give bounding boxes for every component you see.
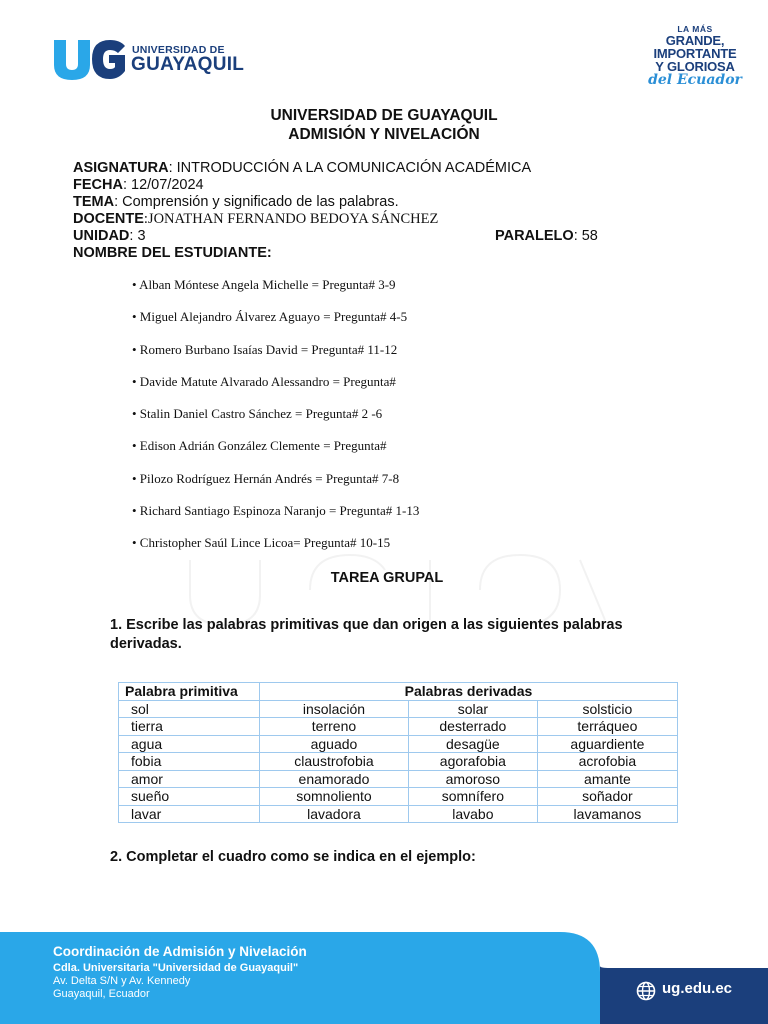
section-title-tarea: TAREA GRUPAL xyxy=(330,570,444,586)
question-2: 2. Completar el cuadro como se indica en el ejemplo: xyxy=(110,849,476,865)
website-text[interactable]: ug.edu.ec xyxy=(662,980,733,997)
table-cell: amor xyxy=(119,770,260,788)
paralelo-line xyxy=(495,228,598,244)
table-cell: tierra xyxy=(119,718,260,736)
unidad-value: : 3 xyxy=(129,228,146,244)
globe-icon xyxy=(636,981,656,1001)
tema-value: : Comprensión y significado de las palabras. xyxy=(114,194,399,210)
table-cell: lavadora xyxy=(260,805,409,823)
table-cell: desterrado xyxy=(408,718,537,736)
paralelo-value: : 58 xyxy=(573,228,598,244)
asignatura-label: ASIGNATURA xyxy=(73,160,169,176)
student-item: • Romero Burbano Isaías David = Pregunta# 11-12 xyxy=(132,341,398,357)
fecha-line xyxy=(73,177,204,193)
student-name-label-text: NOMBRE DEL ESTUDIANTE: xyxy=(73,245,272,261)
slogan-line: LA MÁS xyxy=(677,24,713,34)
table-header-row xyxy=(119,683,678,701)
slogan-line: IMPORTANTE xyxy=(653,46,737,61)
student-item: • Edison Adrián González Clemente = Pregunta# xyxy=(132,438,387,454)
tema-label: TEMA xyxy=(73,194,115,210)
table-cell: agua xyxy=(119,735,260,753)
table-row xyxy=(119,700,678,718)
table-cell: aguardiente xyxy=(537,735,677,753)
table-cell: enamorado xyxy=(260,770,409,788)
slogan-script: del Ecuador xyxy=(648,72,742,88)
logo-text-line2: GUAYAQUIL xyxy=(131,54,245,75)
student-item: • Christopher Saúl Lince Licoa= Pregunta# 10-15 xyxy=(132,535,391,551)
asignatura-line xyxy=(73,160,531,176)
unidad-label: UNIDAD xyxy=(73,228,130,244)
table-cell: fobia xyxy=(119,753,260,771)
student-item: • Richard Santiago Espinoza Naranjo = Pregunta# 1-13 xyxy=(132,503,420,519)
ug-logo-icon xyxy=(52,38,126,80)
table-cell: sol xyxy=(119,700,260,718)
table-row xyxy=(119,735,678,753)
table-cell: lavabo xyxy=(408,805,537,823)
docente-label: DOCENTE xyxy=(73,211,144,227)
fecha-value: : 12/07/2024 xyxy=(122,177,204,193)
unidad-line xyxy=(73,228,146,244)
student-item: • Stalin Daniel Castro Sánchez = Pregunta# 2 -6 xyxy=(132,406,383,422)
student-item: • Alban Móntese Angela Michelle = Pregunta# 3-9 xyxy=(132,277,396,292)
words-table xyxy=(118,682,678,823)
table-cell: sueño xyxy=(119,788,260,806)
table-row xyxy=(119,805,678,823)
table-cell: claustrofobia xyxy=(260,753,409,771)
student-list xyxy=(132,277,419,568)
table-cell: terreno xyxy=(260,718,409,736)
slogan-line: GRANDE, xyxy=(665,33,725,48)
table-cell: aguado xyxy=(260,735,409,753)
table-cell: somnoliento xyxy=(260,788,409,806)
table-cell: insolación xyxy=(260,700,409,718)
header-derived: Palabras derivadas xyxy=(260,683,678,701)
table-cell: terráqueo xyxy=(537,718,677,736)
document-title: UNIVERSIDAD DE GUAYAQUIL xyxy=(270,107,498,124)
table-cell: amoroso xyxy=(408,770,537,788)
footer-address-2: Av. Delta S/N y Av. Kennedy xyxy=(53,975,191,987)
footer-title: Coordinación de Admisión y Nivelación xyxy=(53,944,307,959)
document-subtitle: ADMISIÓN Y NIVELACIÓN xyxy=(288,126,480,143)
footer-address-3: Guayaquil, Ecuador xyxy=(53,988,150,1000)
paralelo-label: PARALELO xyxy=(495,228,574,244)
table-cell: soñador xyxy=(537,788,677,806)
table-cell: solar xyxy=(408,700,537,718)
asignatura-value: : INTRODUCCIÓN A LA COMUNICACIÓN ACADÉMICA xyxy=(168,160,532,176)
fecha-label: FECHA xyxy=(73,177,123,193)
table-row xyxy=(119,788,678,806)
docente-line xyxy=(73,211,438,227)
table-cell: somnífero xyxy=(408,788,537,806)
table-cell: acrofobia xyxy=(537,753,677,771)
table-cell: agorafobia xyxy=(408,753,537,771)
logo-text-line1: UNIVERSIDAD DE xyxy=(132,44,225,56)
student-item: • Miguel Alejandro Álvarez Aguayo = Pregunta# 4-5 xyxy=(132,309,408,325)
table-row xyxy=(119,718,678,736)
page-footer xyxy=(0,932,768,1024)
tema-line xyxy=(73,194,399,210)
table-cell: amante xyxy=(537,770,677,788)
university-logo xyxy=(52,38,252,80)
table-row xyxy=(119,753,678,771)
slogan-logo xyxy=(640,24,750,88)
student-item: • Davide Matute Alvarado Alessandro = Pregunta# xyxy=(132,373,396,389)
table-cell: solsticio xyxy=(537,700,677,718)
question-1: 1. Escribe las palabras primitivas que dan origen a las siguientes palabras derivadas. xyxy=(110,617,623,652)
table-cell: lavamanos xyxy=(537,805,677,823)
docente-value: :JONATHAN FERNANDO BEDOYA SÁNCHEZ xyxy=(143,211,439,227)
table-cell: lavar xyxy=(119,805,260,823)
student-name-label xyxy=(73,245,272,261)
slogan-line: Y GLORIOSA xyxy=(655,59,735,74)
footer-address-1: Cdla. Universitaria "Universidad de Guayaquil" xyxy=(53,962,299,974)
student-item: • Pilozo Rodríguez Hernán Andrés = Pregunta# 7-8 xyxy=(132,470,400,486)
header-primitive: Palabra primitiva xyxy=(119,683,260,701)
table-cell: desagüe xyxy=(408,735,537,753)
table-row xyxy=(119,770,678,788)
